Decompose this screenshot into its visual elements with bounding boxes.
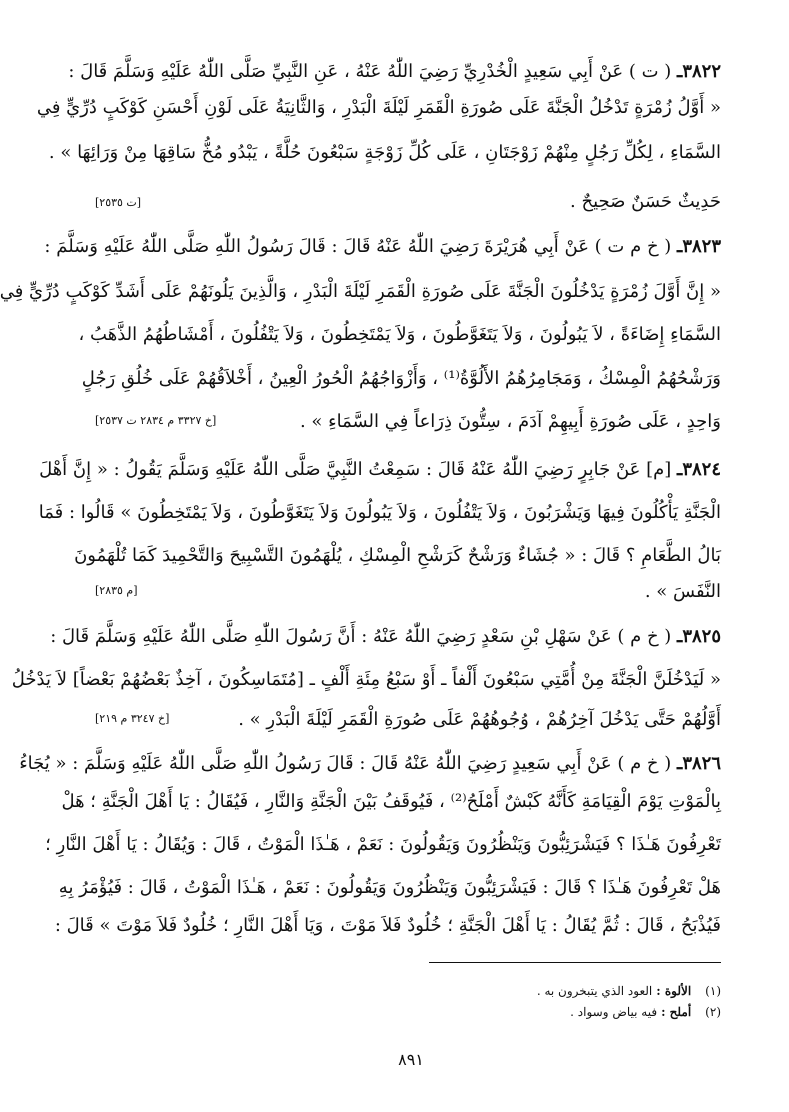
hadith-line: تَعْرِفُونَ هَـٰذَا ؟ فَيَشْرَئِبُّونَ وَيَنْظُرُونَ وَيَقُولُونَ : نَعَمْ ، هَـٰذَا الْمَوْتُ ، قَالَ : وَيُقَالُ : يَا أَهْلَ النَّارِ ؛ — [45, 834, 721, 855]
footnote-term: أملح : — [661, 1005, 692, 1019]
hadith-line: وَاحِدٍ ، عَلَى صُورَةِ أَبِيهِمْ آدَمَ ، سِتُّونَ ذِرَاعاً فِي السَّمَاءِ » . — [299, 411, 721, 432]
hadith-line: « لَيَدْخُلَنَّ الْجَنَّةَ مِنْ أُمَّتِي سَبْعُونَ أَلْفاً ـ أَوْ سَبْعُ مِئَةِ أَلْفٍ ـ [مُتَمَاسِكُونَ ، آخِذٌ بَعْضُهُمْ بَعْضاً] لاَ يَدْخُلُ — [11, 669, 721, 690]
hadith-line: هَلْ تَعْرِفُونَ هَـٰذَا ؟ قَالَ : فَيَشْرَئِبُّونَ وَيَنْظُرُونَ وَيَقُولُونَ : نَعَمْ ، هَـٰذَا الْمَوْتُ ، قَالَ : فَيُؤْمَرُ بِهِ — [58, 877, 721, 898]
hadith-reference: [م ٢٨٣٥] — [95, 584, 138, 597]
footnote-index: (٢) — [705, 1005, 721, 1019]
footnote-divider — [429, 962, 721, 963]
hadith-text: ( خ م ت ) عَنْ أَبِي هُرَيْرَةَ رَضِيَ اللّٰهُ عَنْهُ قَالَ : قَالَ رَسُولُ اللّٰهِ صَلَّى اللّٰهُ عَلَيْهِ وَسَلَّمَ : — [44, 236, 672, 257]
hadith-line: أَوَّلُهُمْ حَتَّى يَدْخُلَ آخِرُهُمْ ، وُجُوهُهُمْ عَلَى صُورَةِ الْقَمَرِ لَيْلَةَ الْبَدْرِ » . — [238, 709, 721, 730]
hadith-line: بِالْمَوْتِ يَوْمَ الْقِيَامَةِ كَأَنَّهُ كَبْشٌ أَمْلَحُ⁽²⁾ ، فَيُوقَفُ بَيْنَ الْجَنَّةِ وَالنَّارِ ، فَيُقَالُ : يَا أَهْلَ الْجَنَّةِ ؛ هَلْ — [61, 791, 721, 812]
hadith-line — [68, 58, 721, 86]
hadith-line: النَّفَسَ » . — [644, 581, 721, 602]
hadith-number: ٣٨٢٤ـ — [677, 459, 721, 480]
hadith-grade: حَدِيثٌ حَسَنٌ صَحِيحٌ . — [570, 191, 721, 212]
hadith-line: « إِنَّ أَوَّلَ زُمْرَةٍ يَدْخُلُونَ الْجَنَّةَ عَلَى صُورَةِ الْقَمَرِ لَيْلَةَ الْبَدْرِ ، وَالَّذِينَ يَلُونَهُمْ عَلَى أَشَدِّ كَوْكَبٍ دُرِّيٍّ فِي — [0, 281, 721, 302]
hadith-line — [19, 750, 721, 778]
hadith-line: السَّمَاءِ إِضَاءَةً ، لاَ يَبُولُونَ ، وَلاَ يَتَغَوَّطُونَ ، وَلاَ يَمْتَخِطُونَ ، وَلاَ يَتْفُلُونَ ، أَمْشَاطُهُمُ الذَّهَبُ ، — [78, 324, 721, 345]
footnote-term: الألوة : — [656, 984, 692, 998]
hadith-text: ( خ م ) عَنْ سَهْلِ بْنِ سَعْدٍ رَضِيَ اللّٰهُ عَنْهُ : أَنَّ رَسُولَ اللّٰهِ صَلَّى اللّٰهُ عَلَيْهِ وَسَلَّمَ قَالَ : — [50, 626, 672, 647]
page-number: ٨٩١ — [398, 1050, 424, 1069]
footnote-text: العود الذي يتبخرون به . — [536, 984, 653, 998]
hadith-reference: [خ ٣٢٤٧ م ٢١٩] — [95, 712, 170, 725]
hadith-reference: [خ ٣٣٢٧ م ٢٨٣٤ ت ٢٥٣٧] — [95, 414, 217, 427]
hadith-number: ٣٨٢٦ـ — [677, 753, 721, 774]
hadith-line: فَيُذْبَحُ ، قَالَ : ثُمَّ يُقَالُ : يَا أَهْلَ الْجَنَّةِ ؛ خُلُودٌ فَلاَ مَوْتَ ، وَيَا أَهْلَ النَّارِ ؛ خُلُودٌ فَلاَ مَوْتَ » قَالَ : — [54, 915, 721, 936]
hadith-line: « أَوَّلُ زُمْرَةٍ تَدْخُلُ الْجَنَّةَ عَلَى صُورَةِ الْقَمَرِ لَيْلَةَ الْبَدْرِ ، وَالثَّانِيَةُ عَلَى لَوْنِ أَحْسَنِ كَوْكَبٍ دُرِّيٍّ فِي — [36, 97, 721, 118]
hadith-text: ( خ م ) عَنْ أَبِي سَعِيدٍ رَضِيَ اللّٰهُ عَنْهُ قَالَ : قَالَ رَسُولُ اللّٰهِ صَلَّى اللّٰهُ عَلَيْهِ وَسَلَّمَ : « يُجَاءُ — [19, 753, 672, 774]
footnote-item — [537, 983, 721, 999]
hadith-line: وَرَشْحُهُمُ الْمِسْكُ ، وَمَجَامِرُهُمُ الأَلُوَّةُ⁽¹⁾ ، وَأَزْوَاجُهُمُ الْحُورُ الْعِينُ ، أَخْلاَقُهُمْ عَلَى خُلُقِ رَجُلٍ — [81, 368, 721, 389]
footnote-index: (١) — [705, 984, 721, 998]
hadith-line: الْجَنَّةِ يَأْكُلُونَ فِيهَا وَيَشْرَبُونَ ، وَلاَ يَتْفُلُونَ ، وَلاَ يَبُولُونَ وَلاَ يَتَغَوَّطُونَ ، وَلاَ يَمْتَخِطُونَ » قَالُوا : فَمَا — [38, 502, 721, 523]
hadith-reference: [ت ٢٥٣٥] — [95, 196, 142, 209]
hadith-number: ٣٨٢٢ـ — [677, 61, 721, 82]
hadith-number: ٣٨٢٣ـ — [677, 236, 721, 257]
hadith-text: ( ت ) عَنْ أَبِي سَعِيدٍ الْخُدْرِيِّ رَضِيَ اللّٰهُ عَنْهُ ، عَنِ النَّبِيِّ صَلَّى اللّٰهُ عَلَيْهِ وَسَلَّمَ قَالَ : — [68, 61, 672, 82]
hadith-line: بَالُ الطَّعَامِ ؟ قَالَ : « جُشَاءٌ وَرَشْحٌ كَرَشْحِ الْمِسْكِ ، يُلْهَمُونَ التَّسْبِيحَ وَالتَّحْمِيدَ كَمَا تُلْهَمُونَ — [74, 545, 721, 566]
hadith-text: [م] عَنْ جَابِرٍ رَضِيَ اللّٰهُ عَنْهُ قَالَ : سَمِعْتُ النَّبِيَّ صَلَّى اللّٰهُ عَلَيْهِ وَسَلَّمَ يَقُولُ : « إِنَّ أَهْلَ — [39, 459, 672, 480]
footnote-text: فيه بياض وسواد . — [570, 1005, 658, 1019]
hadith-number: ٣٨٢٥ـ — [677, 626, 721, 647]
hadith-line — [39, 456, 721, 484]
hadith-line — [50, 623, 721, 651]
hadith-line — [44, 233, 721, 261]
footnote-item — [570, 1004, 721, 1020]
hadith-line: السَّمَاءِ ، لِكُلِّ رَجُلٍ مِنْهُمْ زَوْجَتَانِ ، عَلَى كُلِّ زَوْجَةٍ سَبْعُونَ حُلَّةً ، يَبْدُو مُخُّ سَاقِهَا مِنْ وَرَائِهَا » . — [48, 142, 721, 163]
